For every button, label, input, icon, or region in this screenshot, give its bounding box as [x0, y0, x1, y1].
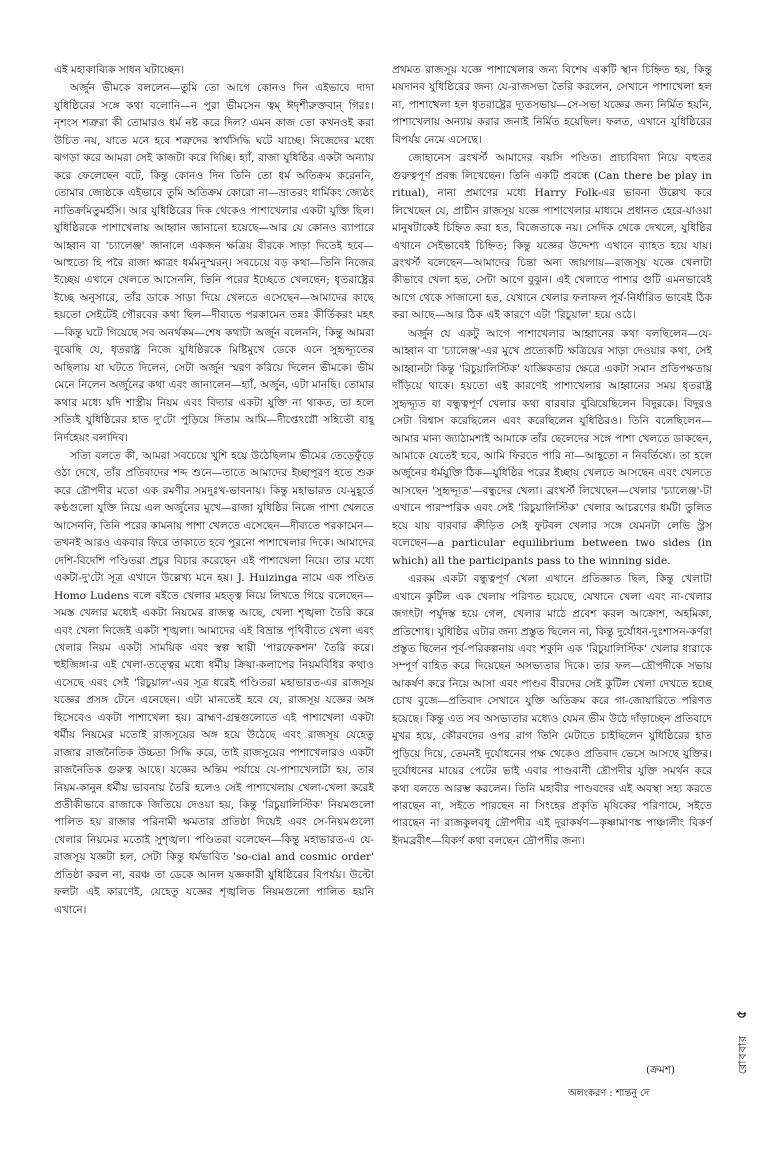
right-column: [392, 62, 712, 850]
paragraph: অর্জুন যে একটু আগে পাশাখেলার আহ্বানের কথা বলছিলেন—যে-আহ্বান বা 'চ্যালেঞ্জ'-এর মুখে প্রত্যেকটি ক্ষত্রিয়ের সাড়া দেওয়ার কথা, সেই আহ্বানটা কিন্তু 'রিচুয়ালিস্টিক' যাজ্ঞিকতার ক্ষেত্রে একটা সমান প্রতিপক্ষতায় দাঁড়িয়ে থাকে। হয়তো এই কারণেই পাশাখেলার আহ্বানের সময় ধৃতরাষ্ট্র সুহৃদ্দ্যূত বা বন্ধুত্বপূর্ণ খেলার কথা বারবার বুঝিয়েছিলেন বিদুরকে। বিদুরও সেটা বিশ্বাস করেছিলেন এবং করেছিলেন যুধিষ্ঠিরও। তিনি বলেছিলেন—আমার মান্য জ্যাঠামশাই আমাকে তাঁর ছেলেদের সঙ্গে পাশা খেলতে ডাকছেন, আমাকে যেতেই হবে, আমি ফিরতে পারি না—আহূতো ন নিবর্তিষ্যে। তা হলে অর্জুনের ধর্মযুক্তি ঠিক—যুধিষ্ঠির পরের ইচ্ছায় খেলতে আসছেন এবং খেলতে আসছেন 'সুহৃদ্দ্যূত'—বন্ধুদের খেলা। ব্রংখর্স্ট লিখেছেন—খেলার 'চ্যালেঞ্জ'-টা এখানে পারস্পরিক এবং সেই 'রিচুয়ালিস্টিক' খেলার আচরণের ধর্মটা তুলিত হয়ে যায় বারবার ক্রীড়িত সেই ফুটবল খেলার সঙ্গে যেমনটা লেভি স্ট্রস বলেছেন—a particular equilibrium between two sides (in which) all the participants pass to the winning side.: [392, 327, 712, 567]
paragraph: এরকম একটা বন্ধুত্বপূর্ণ খেলা এখানে প্রতিজ্ঞাত ছিল, কিন্তু খেলাটা এখানে কুটিল এক খেলায় পরিণত হয়েছে, যেখানে খেলা এবং না-খেলার জগৎটা পর্যুদস্ত হয়ে গেল, খেলার মাঠে প্রবেশ করল আক্রোশ, অহমিকা, প্রতিশোধ। যুধিষ্ঠির এটার জন্য প্রস্তুত ছিলেন না, কিন্তু দুর্যোধন-দুঃশাসন-কর্ণরা প্রস্তুত ছিলেন পূর্ব-পরিকল্পনায় এবং শকুনি এক 'রিচুয়ালিস্টিক' খেলার ধারাকে সম্পূর্ণ বাহিত করে দিয়েছেন অসভ্যতার দিকে। তার ফল—দ্রৌপদীকে সভায় আকর্ষণ করে নিয়ে আসা এবং পাণ্ডব বীরদের সেই কুটিল খেলা দেখতে হচ্ছে চোখ বুজে—প্রতিবাদ সেখানে যুক্তি অতিক্রম করে গা-জোয়ারিতে পরিণত হয়েছে। কিন্তু এত সব অসভ্যতার মধ্যেও যেমন ভীম উঠে দাঁড়াচ্ছেন প্রতিবাদে মুখর হয়ে, কৌরবদের ওপর রাগ তিনি মেটাতে চাইছিলেন যুধিষ্ঠিরের হাত পুড়িয়ে দিয়ে, তেমনই দুর্যোধনের পক্ষ থেকেও প্রতিবাদ ভেসে আসছে যুক্তির। দুর্যোধনের মায়ের পেটের ভাই এবার পাণ্ডবানী দ্রৌপদীর যুক্তি সমর্থন করে কথা বলতে আরম্ভ করলেন। তিনি মহাবীর পাণ্ডবদের এই অবস্থা সহ্য করতে পারছেন না, সইতে পারছেন না সিংহের প্রকৃতি মৃষিকের পরিণামে, সইতে পারছেন না রাজকুলবধূ দ্রৌপদীর এই দুরাকর্ষণ—কৃষ্ণামাণঙ্ক পাঞ্চালীং বিকর্ণ ইদমব্রবীৎ—বিকর্ণ কথা বলছেন দ্রৌপদীর জন্য।: [392, 573, 712, 847]
continued-label: (ক্রমশ): [646, 1064, 676, 1076]
left-column: [54, 62, 374, 919]
paragraph: সত্যি বলতে কী, আমরা সবচেয়ে খুশি হয়ে উঠেছিলাম ভীমের তেড়েফুঁড়ে ওঠা দেখে, তাঁর প্রতিবাদের শব্দ শুনে—তাতে আমাদের ইচ্ছাপূরণ হতে শুরু করে দ্রৌপদীর মতো এক রমণীর সমদুঃখ-ভাবনায়। কিন্তু মহাভারত যে-মুহূর্তে কণ্ঠগুলো যুক্তি নিয়ে এল অর্জুনের মুখে—রাজা যুধিষ্ঠির নিজে পাশা খেলতে আসেননি, তিনি পরের কামনায় পাশা খেলতে এসেছেন—দীব্যতে পরকামেন—তখনই আরও একবার ফিরে তাকাতে হবে পুরনো পাশাখেলার দিকে। আমাদের দেশি-বিদেশি পণ্ডিতরা প্রচুর বিচার করেছেন এই পাশাখেলা নিয়ে। তার মধ্যে একটা-দু'টো সূত্র এখানে উল্লেখ্য মনে হয়। J. Huizinga নামে এক পণ্ডিত Homo Ludens বলে বইতে খেলার মহত্ত্ব নিয়ে লিখতে গিয়ে বলেছেন—সমস্ত খেলার মধ্যেই একটা নিয়মের রাজত্ব আছে, খেলা শৃঙ্খলা তৈরি করে এবং খেলা নিজেই একটা শৃঙ্খলা। আমাদের এই বিভ্রান্ত পৃথিবীতে খেলা এবং খেলার নিয়ম একটা সাময়িক এবং স্বল্প স্থায়ী 'পারফেকশন' তৈরি করে। হুইজিঙ্গা-র এই খেলা-তত্ত্বের মধ্যে ধর্মীয় ক্রিয়া-কলাপের নিয়মবিধির কথাও এসেছে এবং সেই 'রিচুয়াল'-এর সূত্র ধরেই পণ্ডিতরা মহাভারত-এর রাজসূয় যজ্ঞের প্রসঙ্গ টেনে এনেছেন। এটা মানতেই হবে যে, রাজসূয় যজ্ঞের অঙ্গ হিসেবেও একটা পাশাখেলা হয়। ব্রাহ্মণ-গ্রন্থগুলোতে এই পাশাখেলা একটা ধর্মীয় নিয়মের মতোই রাজসূয়ের অঙ্গ হয়ে উঠেছে এবং রাজসূয় যেহেতু রাজার রাজনৈতিক উচ্চতা সিদ্ধি করে, তাই রাজসূয়ের পাশাখেলারও একটা রাজনৈতিক গুরুত্ব আছে। যজ্ঞের অন্তিম পর্যায়ে যে-পাশাখেলাটা হয়, তার নিয়ম-কানুন ধর্মীয় ভাবনায় তৈরি হলেও সেই পাশাখেলায় খেলা-খেলা করেই প্রতীকীভাবে রাজাকে জিতিয়ে দেওয়া হয়, কিন্তু 'রিচুয়ালিস্টিক' নিয়মগুলো পালিত হয় রাজার পরিনামী ক্ষমতার প্রতিষ্ঠা দিয়েই এবং সে-নিয়মগুলো খেলার নিয়মের মতোই সুশৃঙ্খল। পণ্ডিতরা বলেছেন—কিন্তু মহাভারত-এ যে-রাজসূয় যজ্ঞটা হল, সেটা কিন্তু ধর্মভাবিত 'so-cial and cosmic order' প্রতিষ্ঠা করল না, বরঞ্চ তা ডেকে আনল যজ্ঞকারী যুধিষ্ঠিরের বিপর্যয়। উল্টো ফলটা এই কারণেই, যেহেতু যজ্ঞের শৃঙ্খলিত নিয়মগুলো পালিত হয়নি এখানে।: [54, 449, 374, 916]
illustration-credit: অলংকরণ : শান্তনু দে: [568, 1088, 650, 1099]
paragraph: অর্জুন ভীমকে বললেন—তুমি তো আগে কোনও দিন এইভাবে দাদা যুধিষ্ঠিরের সঙ্গে কথা বলোনি—ন পুরা ভীমসেন ত্বম্ ঈদৃশীরুক্তবান্ গিরঃ। নৃশংস শত্রুরা কী তোমারও ধর্ম নষ্ট করে দিল? এমন কাজ তো কখনওই করা উচিত নয়, যাতে মনে হবে শত্রুদের স্বার্থসিদ্ধি ঘটে যাচ্ছে। নিজেদের মধ্যে ঝগড়া করে আমরা সেই কাজটা করে দিচ্ছি। হ্যাঁ, রাজা যুধিষ্ঠির একটা অন্যায় করে ফেলেছেন বটে, কিন্তু কোনও দিন তিনি তো ধর্ম অতিক্রম করেননি, তোমার জ্যেষ্ঠকে এইভাবে তুমি অতিক্রম কোরো না—ভ্রাতরং ধার্মিকং জ্যেষ্ঠং নাতিক্রমিতুমর্হসি। আর যুধিষ্ঠিরের দিক থেকেও পাশাখেলার একটা যুক্তি ছিল। যুধিষ্ঠিরকে পাশাখেলায় আহ্বান জানানো হয়েছে—আর যে কোনও ব্যাপারে আহ্বান বা 'চ্যালেঞ্জ' জানালে একজন ক্ষত্রিয় বীরকে সাড়া দিতেই হবে—আহুতো হি পরৈ রাজা ক্ষাত্রং ধর্মমনুস্মরন্। সবচেয়ে বড় কথা—তিনি নিজের ইচ্ছেয় এখানে খেলতে আসেননি, তিনি পরের ইচ্ছেতে খেলছেন; ধৃতরাষ্ট্রের ইচ্ছে অনুসারে, তাঁর ডাকে সাড়া দিয়ে খেলতে এসেছেন—আমাদের কাছে হয়তো সেইটেই গৌরবের কথা ছিল—দীব্যতে পরকামেন তন্নঃ কীর্তিকরং মহৎ—কিন্তু ঘটে গিয়েছে সব অনর্থকম—শেষ কথাটা অর্জুন বলেননি, কিন্তু আমরা বুঝেছি যে, ধৃতরাষ্ট্র নিজে যুধিষ্ঠিরকে মিষ্টিমুখে ডেকে এনে সুহৃদ্দ্যূতের অছিলায় যা ঘটতে দিলেন, সেটা অর্জুন স্মরণ করিয়ে দিলেন ভীমকে। ভীম মেনে নিলেন অর্জুনের কথা এবং জানালেন—হ্যাঁ, অর্জুন, এটা মানছি। তোমার কথার মধ্যে যদি শাস্ত্রীয় নিয়ম এবং বিদ্যার একটা যুক্তি না থাকত, তা হলে সত্যিই যুধিষ্ঠিরের হাত দু'টো পুড়িয়ে দিতাম আমি—দীপ্তেঽগ্নৌ সহিতৌ বাহূ নির্দহেয়ং বলাদিব।: [54, 82, 374, 444]
page-footer: [732, 1004, 754, 1126]
page-number: ৫: [734, 1010, 750, 1019]
paragraph: প্রথমত রাজসূয় যজ্ঞে পাশাখেলার জন্য বিশেষ একটি স্থান চিহ্নিত হয়, কিন্তু ময়দানব যুধিষ্ঠিরের জন্য যে-রাজসভা তৈরি করলেন, সেখানে পাশাখেলা হল না, পাশাখেলা হল ধৃতরাষ্ট্রের দ্যূতসভায়—সে-সভা যজ্ঞের জন্য নির্মিত হয়নি, পাশাখেলায় অন্যায় করার জন্যই নির্মিত হয়েছিল। ফলত, এখানে যুধিষ্ঠিরের বিপর্যয় নেমে এসেছে।: [392, 64, 712, 146]
paragraph: জোহানেস ব্রংখর্স্ট আমাদের বয়সি পণ্ডিত। প্রাচ্যবিদ্যা নিয়ে বহুতর গুরুত্বপূর্ণ প্রবন্ধ লিখেছেন। তিনি একটি প্রবন্ধে (Can there be play in ritual), নানা প্রমাণের মধ্যে Harry Folk-এর ভাবনা উল্লেখ করে লিখেছেন যে, প্রাচীন রাজসূয় যজ্ঞে পাশাখেলার মাধ্যমে প্রধানত হেরে-যাওয়া মানুষটাকেই চিহ্নিত করা হত, বিজেতাকে নয়। সেদিক থেকে দেখলে, যুধিষ্ঠির এখানে সেইভাবেই চিহ্নিত; কিন্তু যজ্ঞের উদ্দেশ্য এখানে ব্যাহত হয়ে যায়। ব্রংখর্স্ট বলেছেন—আমাদের চিন্তা অন্য জায়গায়—রাজসূয় যজ্ঞে খেলাটা কীভাবে খেলা হত, সেটা আগে বুঝুন। এই খেলাতে পাশার গুটি এমনভাবেই আগে থেকে সাজানো হত, যেখানে খেলার ফলাফল পূর্ব-নির্ধারিত ভাবেই ঠিক করা আছে—আর ঠিক এই কারণে এটা 'রিচুয়াল' হয়ে ওঠে।: [392, 152, 712, 322]
magazine-name: রোববার: [735, 1035, 749, 1075]
paragraph: এই মহাকাব্যিক সাধন ঘটাচ্ছেন।: [54, 64, 185, 76]
